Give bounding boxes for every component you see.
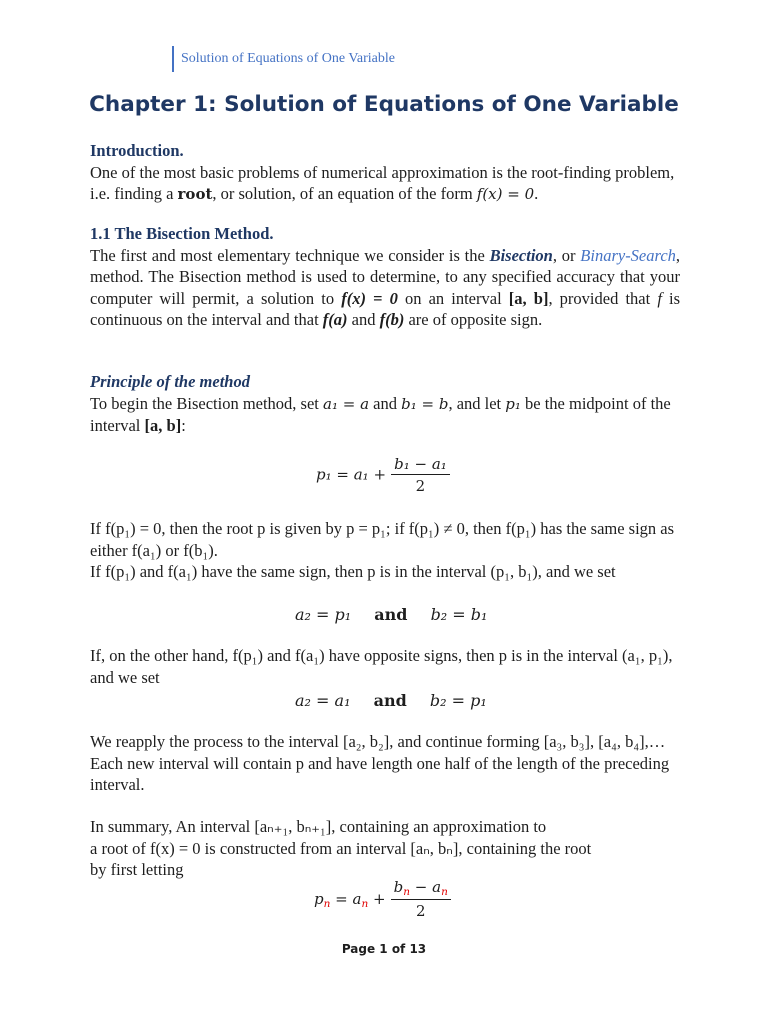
section-heading: 1.1 The Bisection Method. xyxy=(90,224,274,243)
intro-equation: f(x) = 0 xyxy=(476,185,535,203)
fraction xyxy=(391,878,451,920)
para-text: and xyxy=(351,310,376,329)
math-p1: p₁ xyxy=(505,394,521,413)
math-fb: f(b) xyxy=(379,310,405,329)
eq-symbol: = a xyxy=(330,889,362,908)
summary-paragraph xyxy=(90,816,680,881)
eq-symbol: − a xyxy=(410,878,442,896)
eq-right: b₂ = p₁ xyxy=(429,691,487,710)
eq-left: a₂ = a₁ xyxy=(295,691,351,710)
subscript-n: n xyxy=(403,886,411,898)
page-number: Page 1 of 13 xyxy=(341,942,427,956)
fraction-numerator: b₁ − a₁ xyxy=(391,455,450,475)
para-text: We reapply the process to the interval [a₂, b₂], and continue forming [a₃, b₃], [a₄, b₄],… Each new interval will contain p and have length one half of the length of the preceding interval. xyxy=(90,732,670,794)
bisection-term: Bisection xyxy=(489,245,553,265)
principle-section xyxy=(90,371,680,437)
math-fx0: f(x) = 0 xyxy=(341,288,398,308)
para-text: : xyxy=(181,416,186,435)
eq-symbol: b xyxy=(393,878,404,896)
intro-text: One of the most basic problems of numerical approximation is the root-finding problem, i.e. finding a xyxy=(90,162,675,203)
midpoint-equation xyxy=(316,455,450,495)
para-text: The first and most elementary technique we consider is the xyxy=(90,245,485,265)
para-text: To begin the Bisection method, set xyxy=(90,393,319,413)
para-text: , and let xyxy=(448,393,502,413)
principle-paragraph xyxy=(90,393,680,437)
opposite-sign-paragraph xyxy=(90,645,680,688)
update-equation-2 xyxy=(295,691,487,710)
intro-text: , or solution, of an equation of the form xyxy=(212,184,473,203)
root-term: root xyxy=(177,185,213,203)
eq-symbol: + xyxy=(368,889,386,908)
eq-lhs: p₁ = a₁ + xyxy=(316,465,387,484)
subscript-n: n xyxy=(361,897,369,910)
eq-and: and xyxy=(373,691,407,710)
eq-and: and xyxy=(374,605,408,624)
update-equation-1 xyxy=(295,605,487,624)
para-text: , or xyxy=(552,245,576,265)
math-fa: f(a) xyxy=(322,310,348,329)
eq-right: b₂ = b₁ xyxy=(430,605,488,624)
math-interval: [a, b] xyxy=(508,288,549,308)
running-header: Solution of Equations of One Variable xyxy=(172,46,395,72)
para-text: If, on the other hand, f(p₁) and f(a₁) have opposite signs, then p is in the interval (a₁, p₁), and we set xyxy=(90,646,673,687)
summary-text: a root of f(x) = 0 is constructed from an interval [aₙ, bₙ], containing the root xyxy=(90,838,592,858)
reapply-paragraph xyxy=(90,731,680,796)
eq-left: a₂ = p₁ xyxy=(295,605,352,624)
intro-section xyxy=(90,140,680,206)
eq-symbol: p xyxy=(314,889,324,908)
intro-paragraph xyxy=(90,162,680,206)
para-text: and xyxy=(373,393,397,413)
para-text: on an interval xyxy=(404,288,502,308)
binary-search-term: Binary-Search xyxy=(580,245,676,265)
math-interval: [a, b] xyxy=(144,416,182,435)
summary-text: In summary, An interval [aₙ₊₁, bₙ₊₁], containing an approximation to xyxy=(90,817,547,836)
fraction-denominator: 2 xyxy=(415,902,426,920)
case-text: If f(p₁) and f(a₁) have the same sign, then p is in the interval (p₁, b₁), and we set xyxy=(90,562,616,581)
summary-text: by first letting xyxy=(90,860,184,879)
para-text: , provided that xyxy=(548,288,651,308)
subscript-n: n xyxy=(323,897,331,910)
para-text: be the midpoint of the interval xyxy=(90,393,671,435)
iteration-equation xyxy=(314,878,451,920)
intro-heading: Introduction. xyxy=(90,141,184,160)
para-text: is continuous on the interval and that xyxy=(90,288,681,329)
para-text: are of opposite sign. xyxy=(408,310,543,329)
subscript-n: n xyxy=(441,886,448,898)
case-paragraph xyxy=(90,518,680,583)
chapter-title: Chapter 1: Solution of Equations of One Variable xyxy=(89,92,679,117)
math-b1: b₁ = b xyxy=(401,394,449,413)
fraction xyxy=(391,455,450,495)
principle-heading: Principle of the method xyxy=(90,372,250,391)
bisection-section xyxy=(90,223,680,331)
math-f: f xyxy=(657,288,662,308)
intro-text: . xyxy=(534,184,539,203)
case-text: If f(p₁) = 0, then the root p is given by p = p₁; if f(p₁) ≠ 0, then f(p₁) has the same sign as either f(a₁) or f(b₁). xyxy=(90,519,675,560)
eq-lhs xyxy=(314,890,386,908)
bisection-paragraph xyxy=(90,245,680,331)
math-a1: a₁ = a xyxy=(323,394,370,413)
fraction-numerator xyxy=(391,878,451,900)
para-text: , method. The Bisection method is used to determine, to any specified accuracy that your computer will permit, a solution to xyxy=(90,245,681,308)
fraction-denominator: 2 xyxy=(415,477,426,495)
